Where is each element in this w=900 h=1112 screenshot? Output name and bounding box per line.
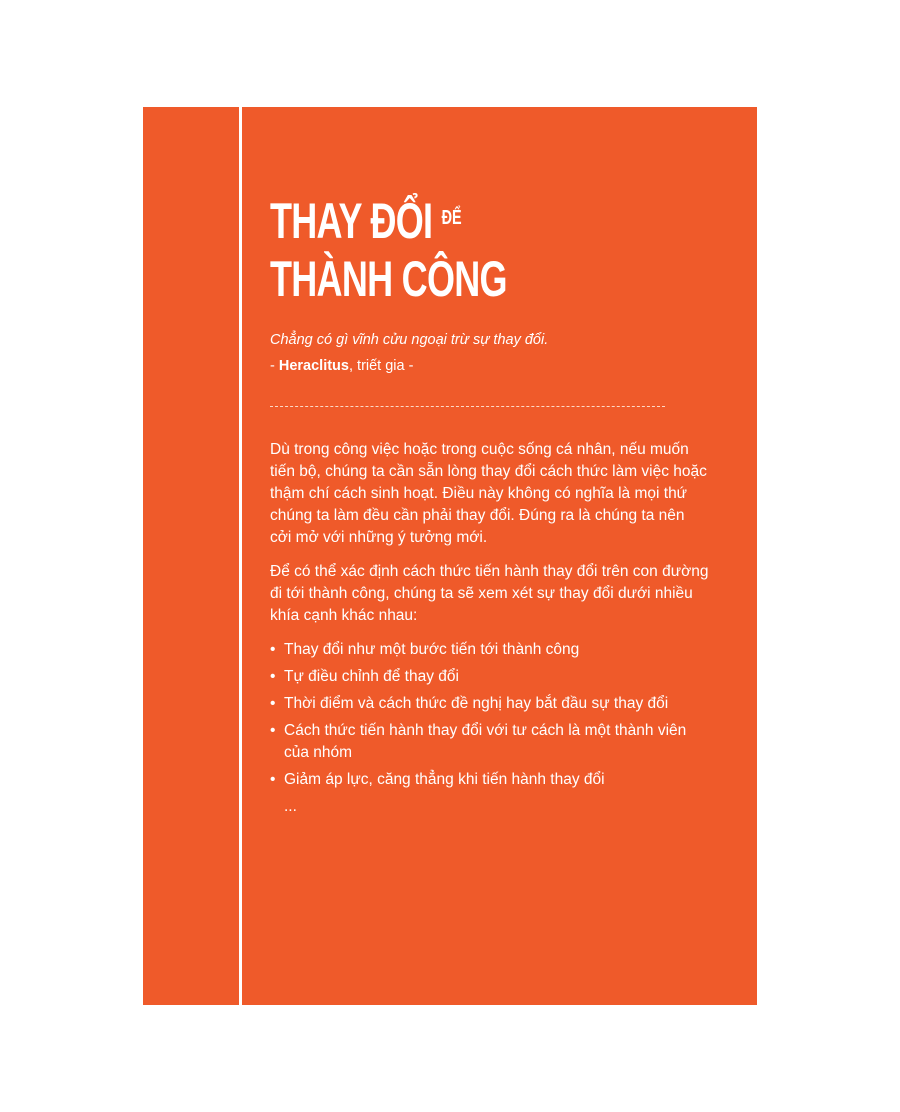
dashed-divider xyxy=(270,406,665,407)
description-paragraph: Dù trong công việc hoặc trong cuộc sống cá nhân, nếu muốn tiến bộ, chúng ta cần sẵn lòng thay đổi cách thức làm việc hoặc thậm chí cách sinh hoạt. Điều này không có nghĩa là mọi thứ chúng ta làm đều cần phải thay đổi. Đúng ra là chúng ta nên cởi mở với những ý tưởng mới. xyxy=(270,441,707,546)
topic-list-item: • Tự điều chỉnh để thay đổi xyxy=(270,666,710,688)
title-word-de: ĐỂ xyxy=(441,207,462,229)
book-title xyxy=(270,189,599,308)
topic-list-item: • Thời điểm và cách thức đề nghị hay bắt đầu sự thay đổi xyxy=(270,693,710,715)
continuation-ellipsis: ... xyxy=(284,798,297,815)
attribution-prefix: - xyxy=(270,358,279,374)
topic-list-item: • Giảm áp lực, căng thẳng khi tiến hành thay đổi xyxy=(270,769,710,791)
topic-list-item: • Thay đổi như một bước tiến tới thành công xyxy=(270,639,710,661)
title-line-1 xyxy=(270,189,507,250)
description xyxy=(270,439,710,818)
topic-list xyxy=(270,639,710,791)
description-paragraph: Để có thể xác định cách thức tiến hành thay đổi trên con đường đi tới thành công, chúng ta sẽ xem xét sự thay đổi dưới nhiều khía cạnh khác nhau: xyxy=(270,563,709,624)
epigraph-attribution xyxy=(270,358,413,374)
epigraph-quote: Chẳng có gì vĩnh cửu ngoại trừ sự thay đổi. xyxy=(270,332,549,348)
attribution-suffix: , triết gia - xyxy=(348,358,414,374)
title-word-thay-doi: THAY ĐỔI xyxy=(270,193,433,249)
attribution-author: Heraclitus xyxy=(278,358,349,374)
title-line-2: THÀNH CÔNG xyxy=(270,251,507,307)
topic-list-item: • Cách thức tiến hành thay đổi với tư cách là một thành viên của nhóm xyxy=(270,720,710,764)
spine-line xyxy=(239,107,242,1005)
book-back-cover xyxy=(143,107,757,1005)
